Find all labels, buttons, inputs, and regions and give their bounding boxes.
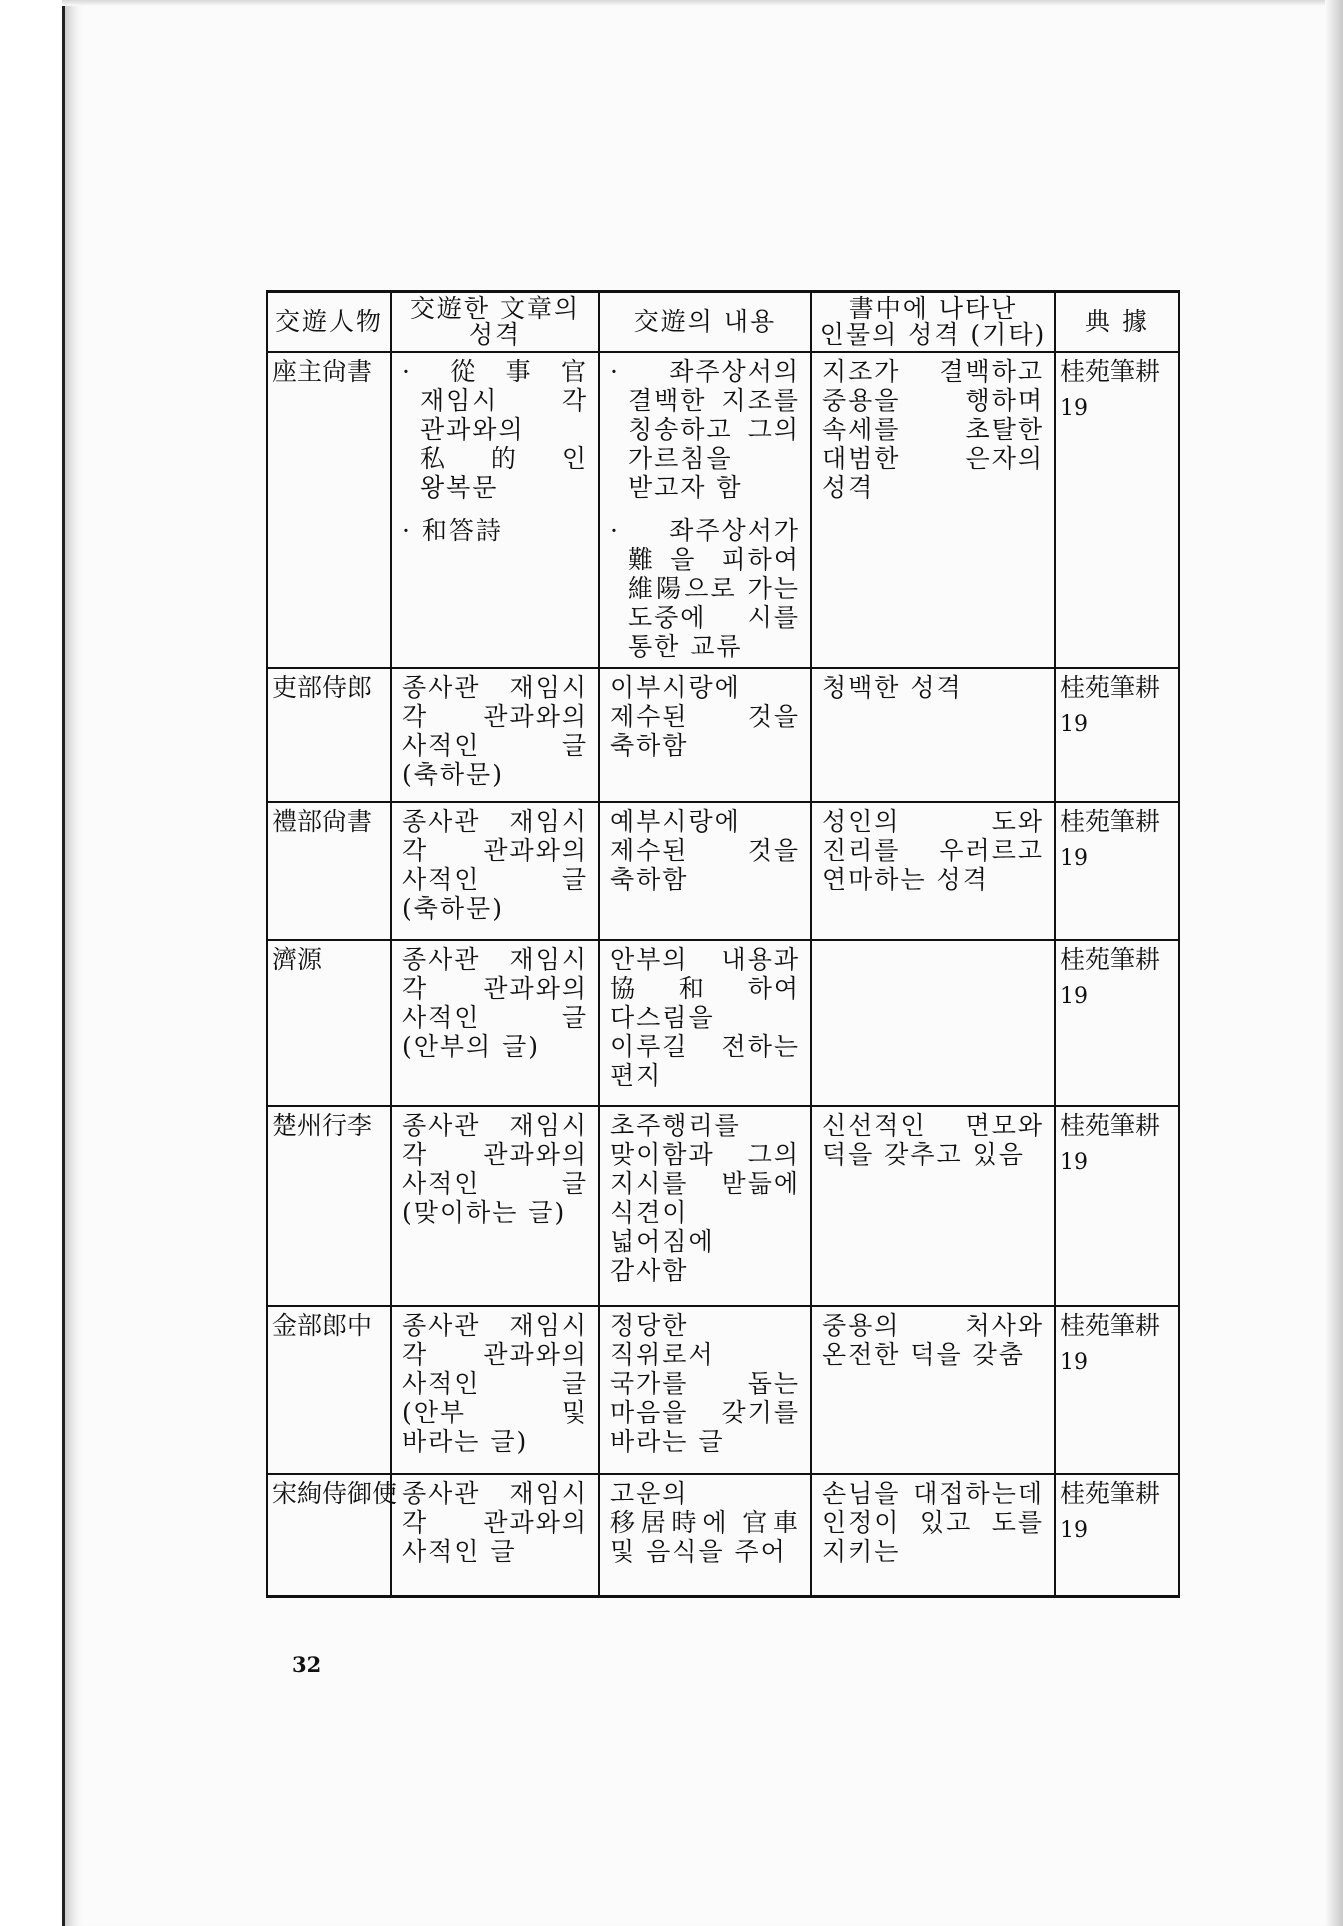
page-right-shadow xyxy=(1325,0,1343,1926)
cell-writing-type: 종사관 재임시 각 관과와의 사적인 글(축하문) xyxy=(391,802,599,940)
header-person: 交遊人物 xyxy=(267,292,391,353)
cell-writing-type xyxy=(391,352,599,668)
cell-content xyxy=(599,352,811,668)
table-row xyxy=(267,352,1179,668)
cell-writing-type: 종사관 재임시 각 관과와의 사적인 글 xyxy=(391,1474,599,1596)
source-number: 19 xyxy=(1060,1350,1088,1375)
bullet-item: · 좌주상서가 難을 피하여 維陽으로 가는 도중에 시를 통한 교류 xyxy=(610,516,800,661)
cell-character: 중용의 처사와 온전한 덕을 갖춤 xyxy=(811,1306,1055,1474)
cell-character: 손님을 대접하는데 인정이 있고 도를 지키는 xyxy=(811,1474,1055,1596)
header-content: 交遊의 내용 xyxy=(599,292,811,353)
source-number: 19 xyxy=(1060,1518,1088,1543)
source-title: 桂苑筆耕 xyxy=(1060,673,1161,702)
header-character: 書中에 나타난 인물의 성격 (기타) xyxy=(811,292,1055,353)
page-top-edge xyxy=(62,0,1343,6)
cell-source xyxy=(1055,1106,1179,1306)
cell-content: 초주행리를 맞이함과 그의 지시를 받듦에 식견이 넓어짐에 감사함 xyxy=(599,1106,811,1306)
cell-character: 청백한 성격 xyxy=(811,668,1055,802)
cell-content: 이부시랑에 제수된 것을 축하함 xyxy=(599,668,811,802)
cell-character: 성인의 도와 진리를 우러르고 연마하는 성격 xyxy=(811,802,1055,940)
cell-character xyxy=(811,940,1055,1106)
cell-source xyxy=(1055,802,1179,940)
source-title: 桂苑筆耕 xyxy=(1060,1479,1161,1508)
cell-content: 정당한 직위로서 국가를 돕는 마음을 갖기를 바라는 글 xyxy=(599,1306,811,1474)
cell-person: 禮部尙書 xyxy=(267,802,391,940)
exchange-table xyxy=(266,290,1180,1598)
table-header-row xyxy=(267,292,1179,353)
source-number: 19 xyxy=(1060,712,1088,737)
cell-source xyxy=(1055,940,1179,1106)
table-row xyxy=(267,1106,1179,1306)
table-row xyxy=(267,668,1179,802)
cell-person: 宋絢侍御使 xyxy=(267,1474,391,1596)
cell-writing-type: 종사관 재임시 각 관과와의 사적인 글(안부의 글) xyxy=(391,940,599,1106)
cell-person: 楚州行李 xyxy=(267,1106,391,1306)
cell-character: 신선적인 면모와 덕을 갖추고 있음 xyxy=(811,1106,1055,1306)
cell-character: 지조가 결백하고 중용을 행하며 속세를 초탈한 대범한 은자의 성격 xyxy=(811,352,1055,668)
source-number: 19 xyxy=(1060,1150,1088,1175)
cell-writing-type: 종사관 재임시 각 관과와의 사적인 글 (축하문) xyxy=(391,668,599,802)
cell-content: 고운의 移居時에 官車 및 음식을 주어 xyxy=(599,1474,811,1596)
header-writing-type: 交遊한 文章의 성격 xyxy=(391,292,599,353)
source-number: 19 xyxy=(1060,396,1088,421)
bullet-item: · 從事官 재임시 각 관과와의 私的인 왕복문 xyxy=(402,357,588,502)
cell-content: 안부의 내용과 協和하여 다스림을 이루길 전하는 편지 xyxy=(599,940,811,1106)
source-title: 桂苑筆耕 xyxy=(1060,807,1161,836)
cell-source xyxy=(1055,352,1179,668)
cell-writing-type: 종사관 재임시 각 관과와의 사적인 글 (맞이하는 글) xyxy=(391,1106,599,1306)
table-row xyxy=(267,802,1179,940)
source-title: 桂苑筆耕 xyxy=(1060,357,1161,386)
page-number: 32 xyxy=(292,1652,322,1677)
source-title: 桂苑筆耕 xyxy=(1060,1111,1161,1140)
cell-person: 吏部侍郎 xyxy=(267,668,391,802)
cell-source xyxy=(1055,668,1179,802)
source-number: 19 xyxy=(1060,846,1088,871)
bullet-item: · 和答詩 xyxy=(402,516,503,545)
cell-source xyxy=(1055,1474,1179,1596)
source-title: 桂苑筆耕 xyxy=(1060,1311,1161,1340)
cell-person: 座主尙書 xyxy=(267,352,391,668)
table-row xyxy=(267,940,1179,1106)
cell-writing-type: 종사관 재임시 각 관과와의 사적인 글 (안부 및 바라는 글) xyxy=(391,1306,599,1474)
header-source: 典 據 xyxy=(1055,292,1179,353)
source-number: 19 xyxy=(1060,984,1088,1009)
bullet-item: · 좌주상서의 결백한 지조를 칭송하고 그의 가르침을 받고자 함 xyxy=(610,357,800,502)
cell-person: 金部郎中 xyxy=(267,1306,391,1474)
table-row xyxy=(267,1306,1179,1474)
cell-source xyxy=(1055,1306,1179,1474)
cell-content: 예부시랑에 제수된 것을 축하함 xyxy=(599,802,811,940)
table-row xyxy=(267,1474,1179,1596)
cell-person: 濟源 xyxy=(267,940,391,1106)
source-title: 桂苑筆耕 xyxy=(1060,945,1161,974)
